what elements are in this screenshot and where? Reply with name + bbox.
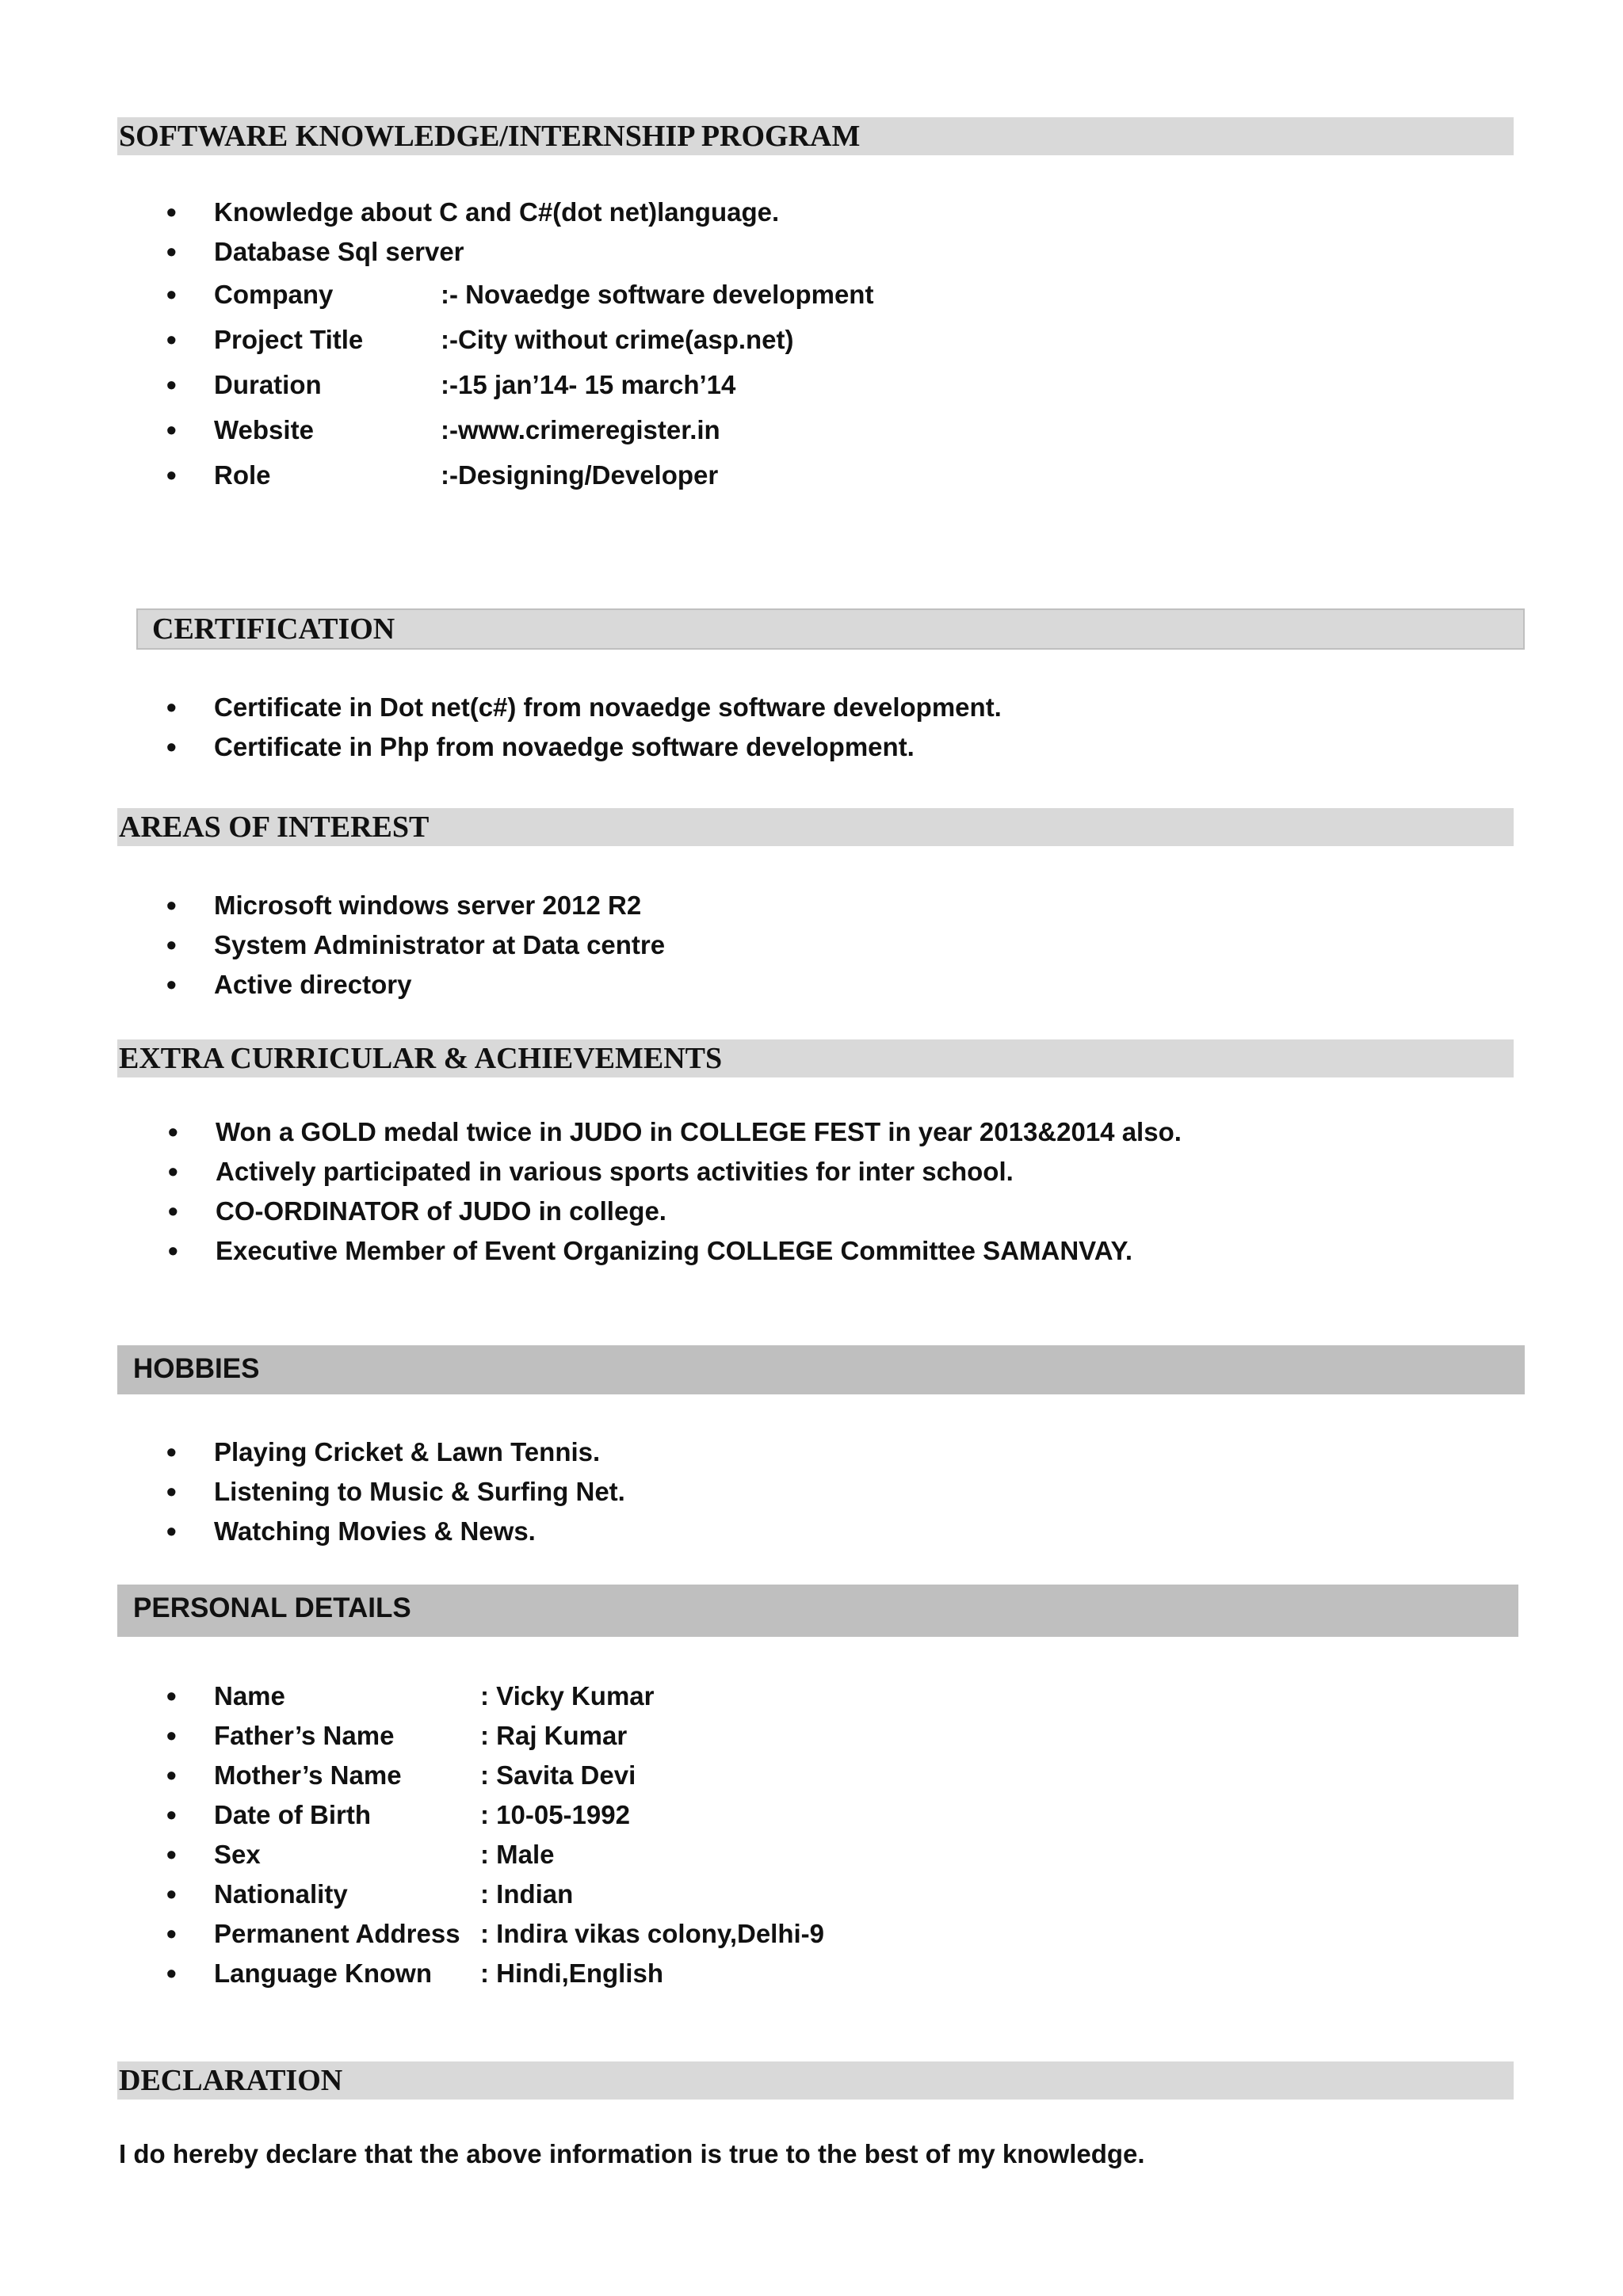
certification-section-heading: CERTIFICATION [136,608,1525,650]
list-item: • Executive Member of Event Organizing COLLEGE Committee SAMANVAY. [216,1231,1182,1271]
list-item: • Playing Cricket & Lawn Tennis. [214,1432,625,1472]
software-section-heading: SOFTWARE KNOWLEDGE/INTERNSHIP PROGRAM [117,117,1514,155]
list-item: • System Administrator at Data centre [214,925,665,965]
extra-list [216,1112,1182,1271]
list-item: • Project Title :-City without crime(asp.net) [214,317,873,362]
list-item: • Certificate in Dot net(c#) from novaedge software development. [214,688,1002,727]
interest-list [214,886,665,1005]
list-item: • Company :- Novaedge software development [214,272,873,317]
list-item: • Actively participated in various sports activities for inter school. [216,1152,1182,1192]
list-item: • Sex : Male [214,1835,824,1875]
list-item: • Mother’s Name : Savita Devi [214,1756,824,1795]
list-item: • Website :-www.crimeregister.in [214,407,873,452]
list-item: • Name : Vicky Kumar [214,1676,824,1716]
list-item: • Watching Movies & News. [214,1512,625,1551]
list-item: • Date of Birth : 10-05-1992 [214,1795,824,1835]
list-item: • Nationality : Indian [214,1875,824,1914]
list-item: • CO-ORDINATOR of JUDO in college. [216,1192,1182,1231]
hobbies-list [214,1432,625,1551]
software-list [214,193,873,498]
declaration-text: I do hereby declare that the above information is true to the best of my knowledge. [119,2139,1145,2168]
list-item: • Father’s Name : Raj Kumar [214,1716,824,1756]
list-item: • Microsoft windows server 2012 R2 [214,886,665,925]
list-item: • Knowledge about C and C#(dot net)language. [214,193,873,232]
personal-list [214,1676,824,1993]
personal-section-heading: PERSONAL DETAILS [117,1585,1518,1637]
hobbies-section-heading: HOBBIES [117,1345,1525,1394]
list-item: • Certificate in Php from novaedge software development. [214,727,1002,767]
interest-section-heading: AREAS OF INTEREST [117,808,1514,846]
list-item: • Language Known : Hindi,English [214,1954,824,1993]
list-item: • Database Sql server [214,232,873,272]
list-item: • Role :-Designing/Developer [214,452,873,498]
declaration-section-heading: DECLARATION [117,2061,1514,2100]
extra-section-heading: EXTRA CURRICULAR & ACHIEVEMENTS [117,1039,1514,1077]
list-item: • Won a GOLD medal twice in JUDO in COLLEGE FEST in year 2013&2014 also. [216,1112,1182,1152]
certification-list [214,688,1002,767]
list-item: • Permanent Address : Indira vikas colony,Delhi-9 [214,1914,824,1954]
list-item: • Listening to Music & Surfing Net. [214,1472,625,1512]
list-item: • Active directory [214,965,665,1005]
list-item: • Duration :-15 jan’14- 15 march’14 [214,362,873,407]
